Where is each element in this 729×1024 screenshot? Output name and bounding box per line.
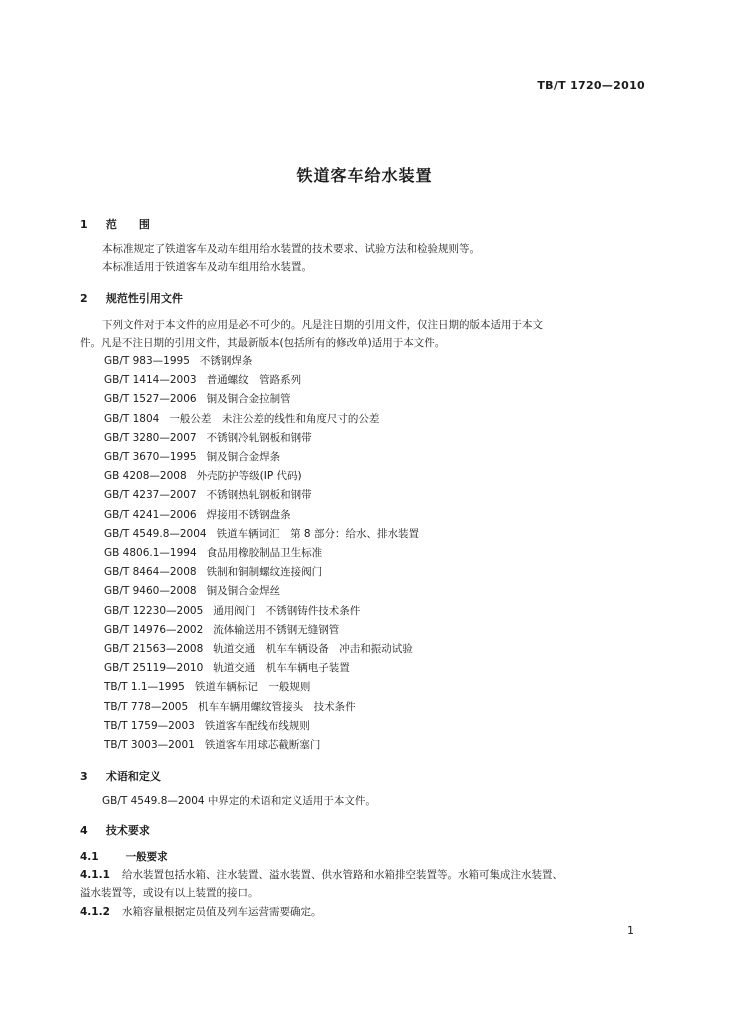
reference-title: 铁制和铜制螺纹连接阀门: [206, 566, 323, 579]
scope-text: [80, 240, 650, 276]
section-number: 1: [80, 218, 88, 231]
reference-code: GB/T 1804: [104, 412, 160, 425]
section-1-heading: [80, 216, 150, 232]
reference-code: TB/T 1759—2003: [104, 719, 195, 732]
reference-title: 铁道客车配线布线规则: [204, 719, 310, 732]
reference-code: GB/T 4237—2007: [104, 489, 197, 502]
reference-code: GB/T 3280—2007: [104, 431, 197, 444]
reference-title: 轨道交通 机车车辆电子装置: [213, 662, 350, 675]
reference-code: GB/T 21563—2008: [104, 643, 204, 656]
clause-number: 4.1: [80, 851, 99, 863]
reference-item: [104, 352, 419, 371]
reference-code: TB/T 778—2005: [104, 700, 189, 713]
reference-code: GB/T 4241—2006: [104, 508, 197, 521]
reference-item: [104, 582, 419, 601]
reference-code: GB/T 14976—2002: [104, 623, 204, 636]
normative-intro-line-2: 件。凡是不注日期的引用文件，其最新版本(包括所有的修改单)适用于本文件。: [80, 337, 446, 349]
reference-code: GB/T 12230—2005: [104, 604, 204, 617]
reference-title: 铜及铜合金拉制管: [206, 393, 291, 406]
reference-title: 机车车辆用螺纹管接头 技术条件: [198, 700, 356, 713]
reference-item: [104, 429, 419, 448]
reference-code: GB/T 3670—1995: [104, 451, 197, 464]
reference-title: 铁道客车用球芯截断塞门: [204, 739, 321, 752]
reference-title: 铁道车辆词汇 第 8 部分：给水、排水装置: [216, 527, 419, 540]
section-2-heading: [80, 290, 183, 306]
reference-title: 不锈钢冷轧钢板和钢带: [206, 431, 312, 444]
reference-item: [104, 736, 419, 755]
reference-title: 不锈钢热轧钢板和钢带: [206, 489, 312, 502]
document-title: 铁道客车给水装置: [296, 166, 433, 185]
reference-title: 铜及铜合金焊条: [206, 451, 281, 464]
clause-4-1-2: [80, 903, 650, 921]
reference-item: [104, 602, 419, 621]
reference-item: [104, 371, 419, 390]
section-4-heading: [80, 822, 150, 838]
reference-title: 通用阀门 不锈钢铸件技术条件: [213, 604, 361, 617]
section-number: 3: [80, 770, 88, 783]
clause-4-1-heading: [80, 848, 650, 866]
reference-title: 普通螺纹 管路系列: [206, 374, 302, 387]
clause-4-1-1-line-1: 给水装置包括水箱、注水装置、溢水装置、供水管路和水箱排空装置等。水箱可集成注水装置、: [122, 869, 563, 881]
reference-title: 流体输送用不锈钢无缝钢管: [213, 623, 340, 636]
reference-item: [104, 544, 419, 563]
reference-title: 焊接用不锈钢盘条: [206, 508, 291, 521]
terms-text: [80, 792, 650, 810]
clause-4-1-1: [80, 866, 650, 902]
section-number: 4: [80, 824, 88, 837]
reference-code: GB/T 25119—2010: [104, 662, 204, 675]
clause-number: 4.1.2: [80, 906, 110, 918]
reference-code: GB/T 9460—2008: [104, 585, 197, 598]
clause-number: 4.1.1: [80, 869, 110, 881]
reference-item: [104, 390, 419, 409]
section-title: 范 围: [105, 218, 150, 231]
section-number: 2: [80, 292, 88, 305]
reference-item: [104, 621, 419, 640]
normative-intro-line-1: 下列文件对于本文件的应用是必不可少的。凡是注日期的引用文件，仅注日期的版本适用于本文: [102, 319, 543, 331]
clause-4-1-1-line-2: 溢水装置等，或设有以上装置的接口。: [80, 887, 259, 899]
reference-title: 外壳防护等级(IP 代码): [196, 470, 302, 483]
normative-intro: [80, 316, 650, 352]
reference-title: 铜及铜合金焊丝: [206, 585, 281, 598]
standard-code: TB/T 1720—2010: [537, 79, 645, 92]
reference-title: 一般公差 未注公差的线性和角度尺寸的公差: [169, 412, 380, 425]
section-3-heading: [80, 768, 161, 784]
reference-code: GB 4208—2008: [104, 470, 187, 483]
reference-item: [104, 640, 419, 659]
reference-title: 不锈钢焊条: [199, 355, 253, 367]
reference-title: 铁道车辆标记 一般规则: [194, 681, 311, 694]
section-title: 技术要求: [105, 824, 150, 837]
reference-item: [104, 506, 419, 525]
reference-item: [104, 486, 419, 505]
reference-code: GB/T 8464—2008: [104, 566, 197, 579]
reference-item: [104, 659, 419, 678]
page-number: 1: [627, 924, 634, 937]
terms-paragraph: GB/T 4549.8—2004 中界定的术语和定义适用于本文件。: [102, 795, 376, 807]
reference-item: [104, 467, 419, 486]
reference-list: [104, 352, 419, 755]
reference-item: [104, 525, 419, 544]
reference-title: 食品用橡胶制品卫生标准: [206, 547, 323, 560]
scope-paragraph-2: 本标准适用于铁道客车及动车组用给水装置。: [102, 261, 312, 273]
reference-code: GB/T 4549.8—2004: [104, 527, 207, 540]
clause-4-1-2-text: 水箱容量根据定员值及列车运营需要确定。: [122, 906, 322, 918]
reference-code: GB/T 1414—2003: [104, 374, 197, 387]
reference-code: GB/T 983—1995: [104, 355, 190, 367]
section-title: 规范性引用文件: [105, 292, 183, 305]
reference-item: [104, 717, 419, 736]
reference-code: GB 4806.1—1994: [104, 547, 197, 560]
reference-item: [104, 410, 419, 429]
scope-paragraph-1: 本标准规定了铁道客车及动车组用给水装置的技术要求、试验方法和检验规则等。: [102, 243, 480, 255]
reference-item: [104, 563, 419, 582]
clause-title: 一般要求: [125, 851, 168, 863]
reference-code: TB/T 1.1—1995: [104, 681, 185, 694]
reference-code: TB/T 3003—2001: [104, 739, 195, 752]
reference-code: GB/T 1527—2006: [104, 393, 197, 406]
section-title: 术语和定义: [105, 770, 161, 783]
reference-item: [104, 698, 419, 717]
reference-item: [104, 678, 419, 697]
reference-item: [104, 448, 419, 467]
reference-title: 轨道交通 机车车辆设备 冲击和振动试验: [213, 643, 413, 656]
